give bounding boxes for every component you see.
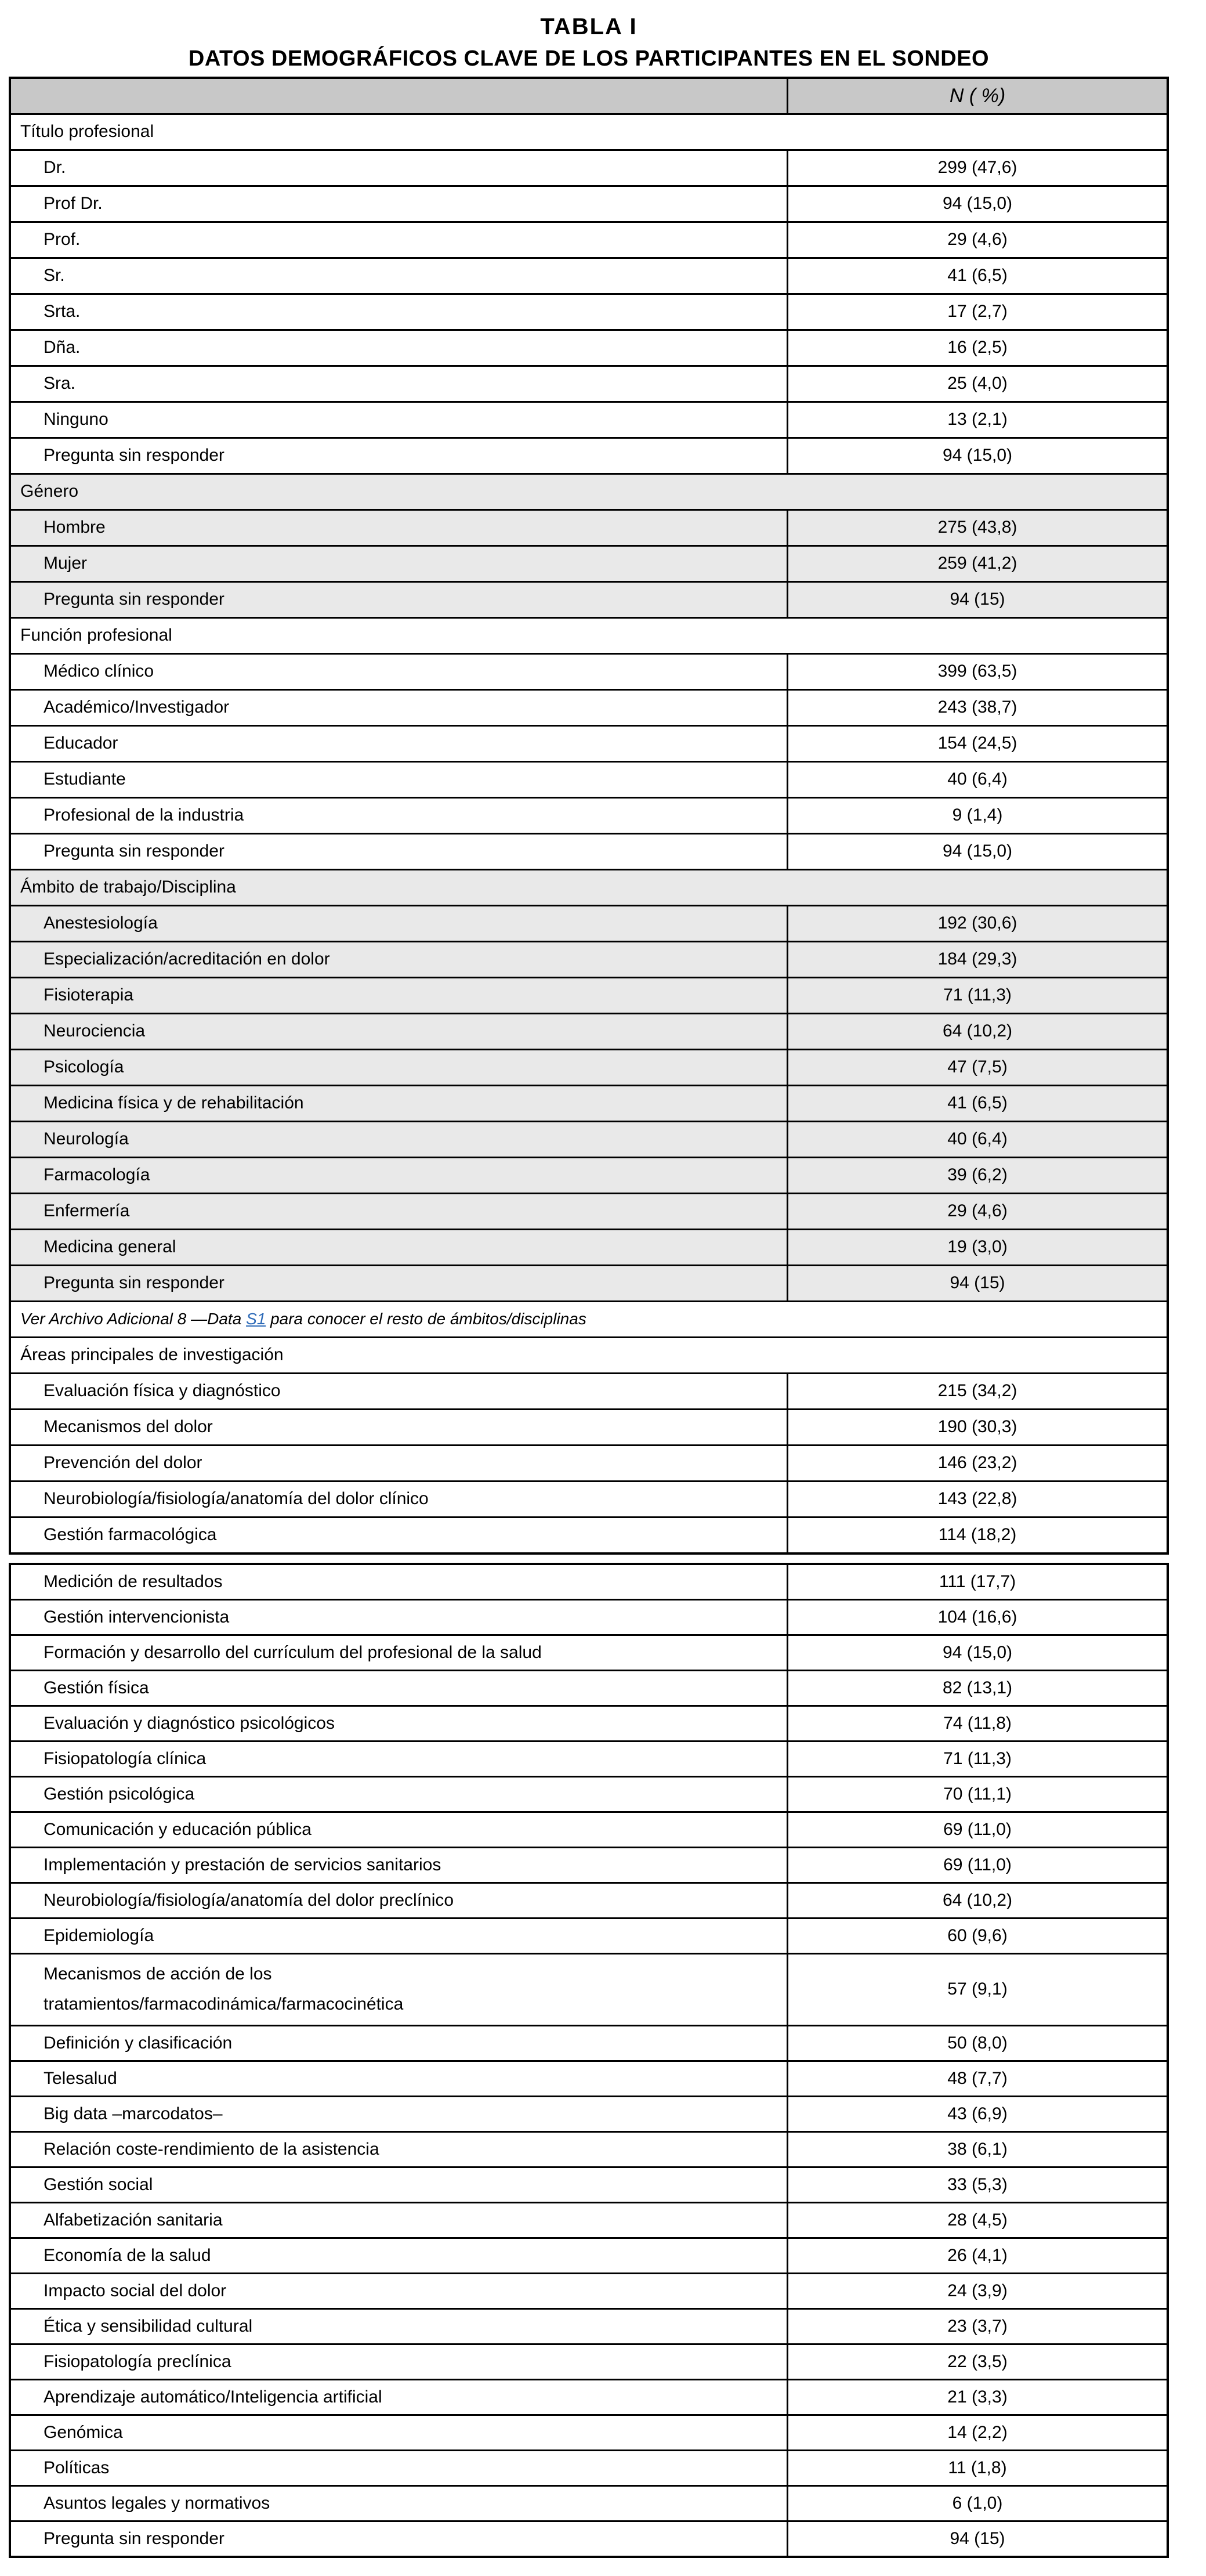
table-row: [11, 259, 1167, 295]
table-row: [11, 1954, 1167, 2026]
demographics-table-part-1: [9, 77, 1169, 1555]
row-value: 154 (24,5): [787, 727, 1167, 761]
table-row: [11, 151, 1167, 187]
section-header: Género: [20, 482, 79, 501]
row-label: Estudiante: [44, 769, 126, 789]
table-row: [11, 2239, 1167, 2274]
row-label: Pregunta sin responder: [44, 446, 224, 465]
row-label: Big data –marcodatos–: [44, 2104, 223, 2123]
row-label: Medicina física y de rehabilitación: [44, 1093, 304, 1113]
row-label: Formación y desarrollo del currículum del profesional de la salud: [44, 1642, 542, 1662]
row-label: Hombre: [44, 518, 106, 537]
row-value: 23 (3,7): [787, 2310, 1167, 2343]
table-row: [11, 2026, 1167, 2062]
table-row: [11, 2451, 1167, 2487]
row-label: Neurobiología/fisiología/anatomía del dolor preclínico: [44, 1890, 454, 1910]
row-label: Mujer: [44, 554, 88, 573]
table-row: [11, 1848, 1167, 1884]
table-row: [11, 2345, 1167, 2380]
table-row: [11, 187, 1167, 223]
table-row: [11, 1636, 1167, 1671]
table-row: [11, 2310, 1167, 2345]
row-label: Farmacología: [44, 1165, 150, 1185]
row-label: Pregunta sin responder: [44, 841, 224, 861]
row-label: Médico clínico: [44, 662, 154, 681]
row-value: 69 (11,0): [787, 1848, 1167, 1882]
row-label: Evaluación física y diagnóstico: [44, 1381, 281, 1401]
row-label: Definición y clasificación: [44, 2033, 233, 2053]
row-value: 48 (7,7): [787, 2062, 1167, 2096]
row-label: Sr.: [44, 266, 65, 286]
row-value: 192 (30,6): [787, 906, 1167, 941]
table-row: [11, 834, 1167, 870]
row-value: 64 (10,2): [787, 1014, 1167, 1049]
table-row: [11, 2062, 1167, 2097]
table-row: [11, 1374, 1167, 1410]
row-label: Ética y sensibilidad cultural: [44, 2316, 253, 2336]
table-row: [11, 2522, 1167, 2556]
row-label: Mecanismos de acción de los tratamientos/farmacodinámica/farmacocinética: [44, 1964, 404, 2014]
row-value: 40 (6,4): [787, 1122, 1167, 1157]
value-column-header: N ( %): [787, 79, 1167, 113]
row-value: 33 (5,3): [787, 2168, 1167, 2202]
table-row: [11, 1446, 1167, 1482]
row-value: 71 (11,3): [787, 1742, 1167, 1776]
table-row: [11, 655, 1167, 691]
table-row: [11, 1919, 1167, 1954]
row-value: 28 (4,5): [787, 2203, 1167, 2237]
row-label: Pregunta sin responder: [44, 2528, 224, 2548]
row-value: 94 (15,0): [787, 834, 1167, 869]
table-caption: [9, 0, 1169, 71]
row-value: 11 (1,8): [787, 2451, 1167, 2485]
row-value: 94 (15): [787, 1266, 1167, 1300]
data-s1-link[interactable]: S1: [246, 1310, 266, 1328]
row-label: Mecanismos del dolor: [44, 1417, 213, 1437]
empty-header-cell: [11, 79, 787, 113]
row-label: Gestión física: [44, 1678, 149, 1697]
row-value: 299 (47,6): [787, 151, 1167, 185]
row-label: Neurología: [44, 1129, 129, 1149]
row-value: 243 (38,7): [787, 691, 1167, 725]
table-row: [11, 1813, 1167, 1848]
row-value: 143 (22,8): [787, 1482, 1167, 1516]
row-value: 9 (1,4): [787, 799, 1167, 833]
row-value: 71 (11,3): [787, 978, 1167, 1013]
table-row: [11, 1518, 1167, 1552]
row-label: Académico/Investigador: [44, 698, 230, 717]
table-row: [11, 1050, 1167, 1086]
row-label: Políticas: [44, 2458, 110, 2477]
table-footnote: [11, 1302, 1167, 1336]
table-row: [11, 1777, 1167, 1813]
row-label: Especialización/acreditación en dolor: [44, 949, 330, 969]
row-label: Gestión intervencionista: [44, 1607, 230, 1627]
row-label: Pregunta sin responder: [44, 590, 224, 609]
row-label: Enfermería: [44, 1201, 130, 1221]
row-value: 146 (23,2): [787, 1446, 1167, 1480]
table-row: [11, 2274, 1167, 2310]
row-label: Medicina general: [44, 1237, 176, 1257]
section-header: Función profesional: [20, 626, 172, 645]
table-label: TABLA I: [540, 14, 638, 39]
row-label: Impacto social del dolor: [44, 2281, 227, 2300]
row-value: 215 (34,2): [787, 1374, 1167, 1408]
table-row: [11, 799, 1167, 834]
row-value: 399 (63,5): [787, 655, 1167, 689]
table-row: [11, 295, 1167, 331]
row-label: Neurobiología/fisiología/anatomía del dolor clínico: [44, 1489, 429, 1509]
table-row: [11, 2487, 1167, 2522]
row-value: 39 (6,2): [787, 1158, 1167, 1193]
table-row: [11, 223, 1167, 259]
row-label: Implementación y prestación de servicios sanitarios: [44, 1855, 441, 1874]
row-value: 94 (15,0): [787, 439, 1167, 473]
row-label: Prof Dr.: [44, 194, 103, 214]
table-row: [11, 691, 1167, 727]
row-label: Evaluación y diagnóstico psicológicos: [44, 1713, 335, 1733]
row-value: 47 (7,5): [787, 1050, 1167, 1085]
table-row: [11, 1266, 1167, 1302]
row-label: Asuntos legales y normativos: [44, 2493, 270, 2513]
table-title: DATOS DEMOGRÁFICOS CLAVE DE LOS PARTICIPANTES EN EL SONDEO: [188, 46, 990, 71]
row-value: 25 (4,0): [787, 367, 1167, 401]
row-value: 38 (6,1): [787, 2133, 1167, 2166]
table-row: [11, 1707, 1167, 1742]
row-value: 19 (3,0): [787, 1230, 1167, 1264]
row-value: 60 (9,6): [787, 1919, 1167, 1953]
table-row: [11, 1014, 1167, 1050]
row-value: 74 (11,8): [787, 1707, 1167, 1740]
row-value: 69 (11,0): [787, 1813, 1167, 1847]
section-header-row: [11, 115, 1167, 151]
row-value: 104 (16,6): [787, 1600, 1167, 1634]
row-label: Fisiopatología clínica: [44, 1748, 207, 1768]
section-header-row: [11, 1338, 1167, 1374]
row-label: Neurociencia: [44, 1021, 146, 1041]
table-row: [11, 1122, 1167, 1158]
table-row: [11, 583, 1167, 619]
table-row: [11, 1565, 1167, 1600]
table-row: [11, 1194, 1167, 1230]
row-label: Aprendizaje automático/Inteligencia artificial: [44, 2387, 382, 2407]
table-row: [11, 1884, 1167, 1919]
section-header-row: [11, 475, 1167, 511]
table-footnote-row: [11, 1302, 1167, 1338]
section-header: Título profesional: [20, 122, 154, 142]
row-value: 21 (3,3): [787, 2380, 1167, 2414]
table-row: [11, 1230, 1167, 1266]
section-header: Áreas principales de investigación: [20, 1345, 284, 1365]
row-value: 82 (13,1): [787, 1671, 1167, 1705]
row-label: Dr.: [44, 158, 66, 178]
table-row: [11, 2168, 1167, 2203]
row-value: 14 (2,2): [787, 2416, 1167, 2449]
row-value: 94 (15,0): [787, 1636, 1167, 1670]
row-value: 26 (4,1): [787, 2239, 1167, 2272]
table-row: [11, 2133, 1167, 2168]
row-label: Gestión farmacológica: [44, 1525, 217, 1545]
table-row: [11, 511, 1167, 547]
row-value: 50 (8,0): [787, 2026, 1167, 2060]
row-value: 22 (3,5): [787, 2345, 1167, 2379]
row-label: Epidemiología: [44, 1925, 154, 1945]
table-row: [11, 2380, 1167, 2416]
table-row: [11, 763, 1167, 799]
row-label: Medición de resultados: [44, 1571, 223, 1591]
row-value: 94 (15,0): [787, 187, 1167, 221]
row-value: 184 (29,3): [787, 942, 1167, 977]
row-label: Alfabetización sanitaria: [44, 2210, 223, 2230]
row-value: 6 (1,0): [787, 2487, 1167, 2520]
row-value: 70 (11,1): [787, 1777, 1167, 1811]
row-label: Pregunta sin responder: [44, 1273, 224, 1293]
row-label: Prevención del dolor: [44, 1453, 202, 1473]
table-row: [11, 1086, 1167, 1122]
row-label: Relación coste-rendimiento de la asistencia: [44, 2139, 379, 2159]
row-label: Ninguno: [44, 410, 108, 429]
demographics-table-part-2: [9, 1563, 1169, 2558]
row-label: Dña.: [44, 338, 81, 357]
table-row: [11, 2097, 1167, 2133]
row-label: Gestión social: [44, 2174, 153, 2194]
row-label: Genómica: [44, 2422, 123, 2442]
table-row: [11, 906, 1167, 942]
row-label: Gestión psicológica: [44, 1784, 195, 1804]
table-row: [11, 547, 1167, 583]
row-value: 29 (4,6): [787, 1194, 1167, 1229]
row-label: Profesional de la industria: [44, 805, 244, 825]
table-row: [11, 367, 1167, 403]
row-value: 94 (15): [787, 583, 1167, 617]
row-label: Srta.: [44, 302, 81, 321]
table-row: [11, 1482, 1167, 1518]
row-label: Prof.: [44, 230, 81, 250]
table-row: [11, 978, 1167, 1014]
table-row: [11, 2203, 1167, 2239]
row-label: Fisiopatología preclínica: [44, 2351, 231, 2371]
row-value: 57 (9,1): [787, 1954, 1167, 2025]
row-value: 259 (41,2): [787, 547, 1167, 581]
table-row: [11, 1158, 1167, 1194]
table-row: [11, 727, 1167, 763]
row-value: 40 (6,4): [787, 763, 1167, 797]
footnote-text: Ver Archivo Adicional 8 —Data S1 para conocer el resto de ámbitos/disciplinas: [20, 1310, 586, 1328]
row-value: 43 (6,9): [787, 2097, 1167, 2131]
table-row: [11, 1742, 1167, 1777]
table-row: [11, 1410, 1167, 1446]
table-row: [11, 2416, 1167, 2451]
row-value: 111 (17,7): [787, 1565, 1167, 1599]
row-value: 13 (2,1): [787, 403, 1167, 437]
row-value: 114 (18,2): [787, 1518, 1167, 1552]
table-row: [11, 942, 1167, 978]
row-label: Telesalud: [44, 2068, 117, 2088]
section-header: Ámbito de trabajo/Disciplina: [20, 877, 236, 897]
section-header-row: [11, 870, 1167, 906]
table-row: [11, 403, 1167, 439]
table-row: [11, 1600, 1167, 1636]
table-row: [11, 331, 1167, 367]
row-value: 275 (43,8): [787, 511, 1167, 545]
row-label: Anestesiología: [44, 913, 158, 933]
row-value: 190 (30,3): [787, 1410, 1167, 1444]
row-label: Sra.: [44, 374, 76, 393]
row-value: 94 (15): [787, 2522, 1167, 2556]
table-row: [11, 1671, 1167, 1707]
row-value: 41 (6,5): [787, 1086, 1167, 1121]
row-label: Comunicación y educación pública: [44, 1819, 312, 1839]
table-row: [11, 439, 1167, 475]
row-label: Fisioterapia: [44, 985, 134, 1005]
row-label: Economía de la salud: [44, 2245, 211, 2265]
row-value: 64 (10,2): [787, 1884, 1167, 1917]
row-label: Educador: [44, 734, 118, 753]
column-header-row: [11, 79, 1167, 115]
row-value: 41 (6,5): [787, 259, 1167, 293]
row-label: Psicología: [44, 1057, 124, 1077]
row-value: 16 (2,5): [787, 331, 1167, 365]
row-value: 24 (3,9): [787, 2274, 1167, 2308]
section-header-row: [11, 619, 1167, 655]
row-value: 17 (2,7): [787, 295, 1167, 329]
row-value: 29 (4,6): [787, 223, 1167, 257]
